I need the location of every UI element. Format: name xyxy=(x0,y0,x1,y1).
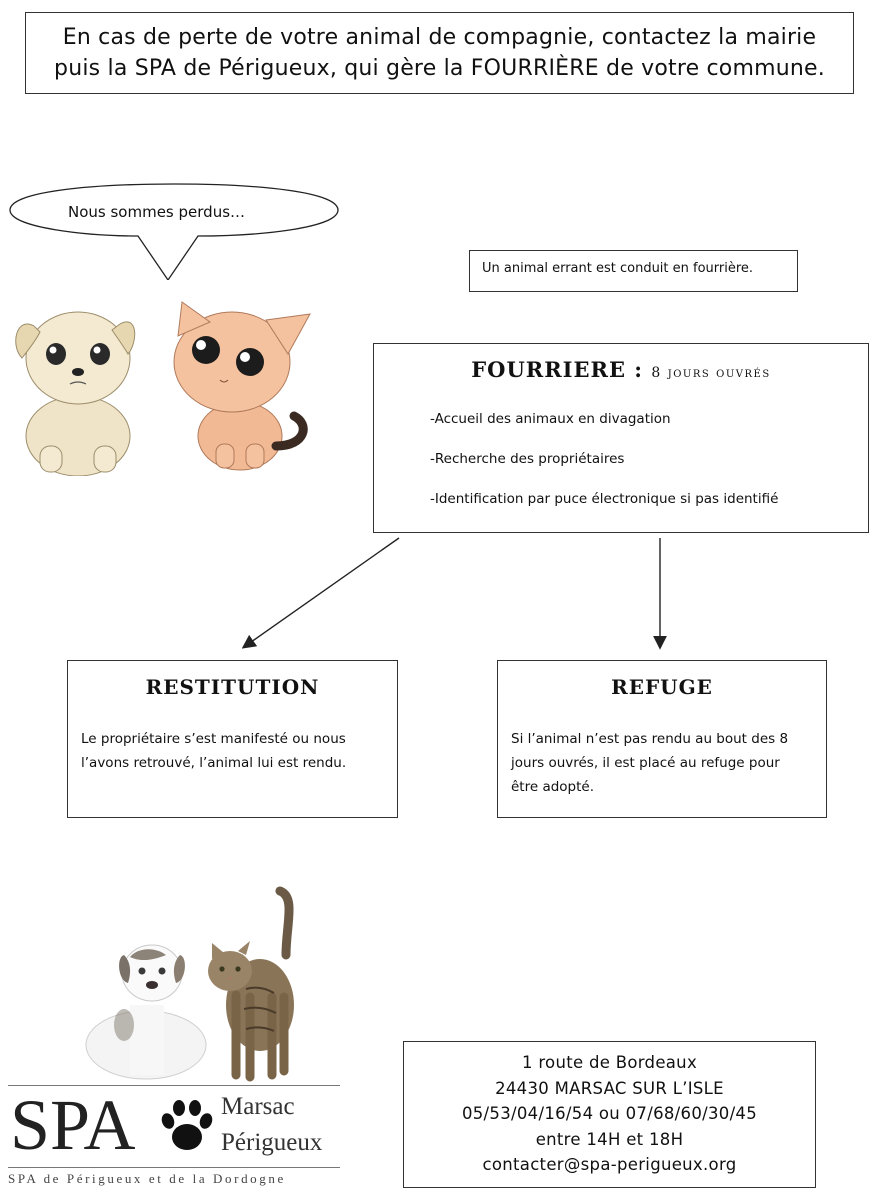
refuge-box xyxy=(497,660,827,818)
refuge-line: jours ouvrés, il est placé au refuge pour xyxy=(511,755,780,771)
restitution-text xyxy=(81,727,387,775)
cat-icon xyxy=(208,891,294,1077)
restitution-box xyxy=(67,660,398,818)
fourriere-title-main: FOURRIERE : xyxy=(471,357,644,382)
cartoon-puppy-kitten-illustration xyxy=(10,296,330,476)
paw-print-icon xyxy=(156,1095,218,1157)
address-email[interactable]: contacter@spa-perigueux.org xyxy=(482,1155,737,1174)
dog-and-cat-photo xyxy=(60,885,320,1085)
spa-logo xyxy=(8,1085,340,1191)
logo-perigueux-text: Périgueux xyxy=(221,1129,323,1156)
logo-spa-text: SPA xyxy=(10,1085,136,1165)
address-street: 1 route de Bordeaux xyxy=(521,1053,698,1072)
puppy-icon xyxy=(16,312,135,476)
refuge-text xyxy=(511,727,816,799)
errant-text: Un animal errant est conduit en fourrière. xyxy=(482,261,754,276)
restitution-title: RESTITUTION xyxy=(145,675,320,699)
address-phones: 05/53/04/16/54 ou 07/68/60/30/45 xyxy=(461,1104,758,1123)
restitution-line: Le propriétaire s’est manifesté ou nous xyxy=(81,731,346,747)
address-hours: entre 14H et 18H xyxy=(535,1129,684,1149)
address-city: 24430 MARSAC SUR L’ISLE xyxy=(495,1078,724,1098)
fourriere-item: -Identification par puce électronique si pas identifié xyxy=(430,491,779,507)
dog-icon xyxy=(86,945,206,1079)
fourriere-item: -Recherche des propriétaires xyxy=(430,451,625,467)
refuge-line: Si l’animal n’est pas rendu au bout des 8 xyxy=(511,731,789,747)
address-box xyxy=(403,1041,816,1188)
fourriere-subtitle: 8 jours ouvrés xyxy=(651,365,771,381)
fourriere-title xyxy=(374,357,868,382)
restitution-line: l’avons retrouvé, l’animal lui est rendu. xyxy=(81,755,347,771)
header-notice xyxy=(25,12,854,94)
logo-rule xyxy=(8,1167,340,1168)
kitten-icon xyxy=(174,302,310,470)
logo-marsac-text: Marsac xyxy=(221,1093,295,1120)
fourriere-box xyxy=(373,343,869,533)
arrow-to-restitution xyxy=(244,538,399,647)
fourriere-item: -Accueil des animaux en divagation xyxy=(430,411,671,427)
refuge-line: être adopté. xyxy=(511,779,595,795)
speech-bubble xyxy=(8,180,340,280)
header-line-1: En cas de perte de votre animal de compagnie, contactez la mairie xyxy=(62,25,817,50)
refuge-title: REFUGE xyxy=(611,675,713,699)
bubble-text: Nous sommes perdus… xyxy=(68,203,246,221)
errant-animal-box xyxy=(469,250,798,292)
header-line-2: puis la SPA de Périgueux, qui gère la FOURRIÈRE de votre commune. xyxy=(54,56,825,81)
logo-tagline: SPA de Périgueux et de la Dordogne xyxy=(8,1171,286,1186)
